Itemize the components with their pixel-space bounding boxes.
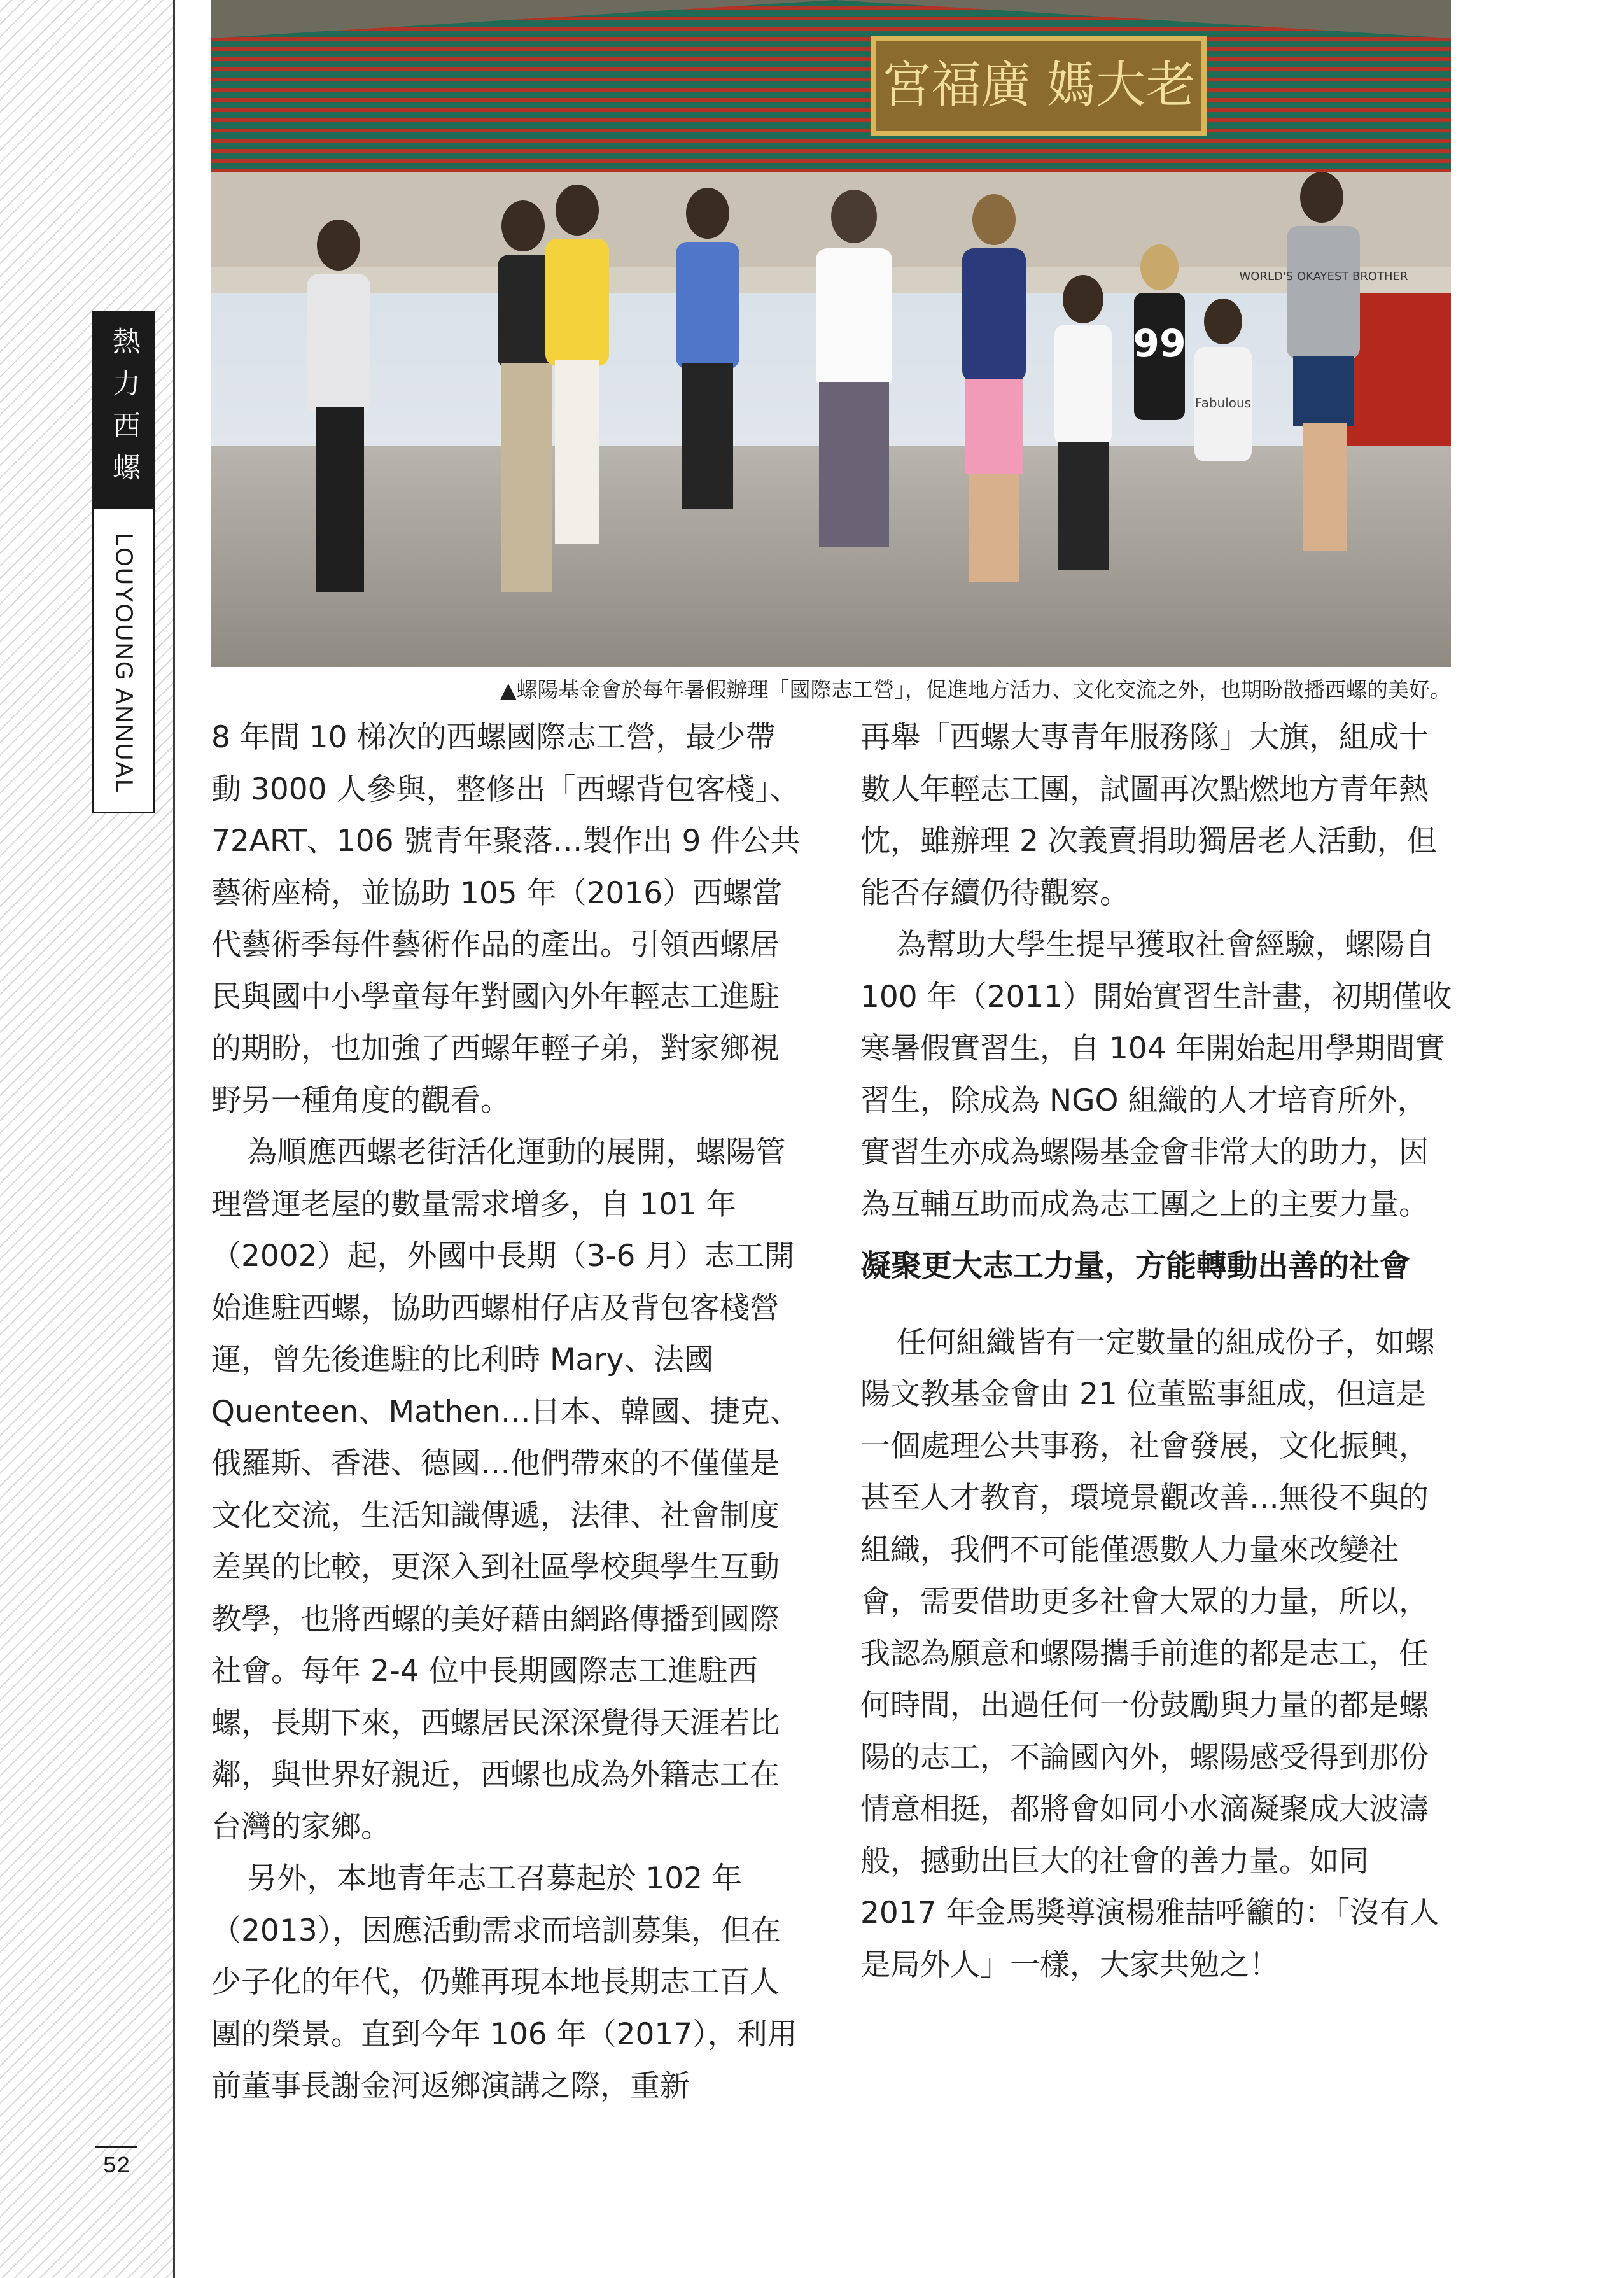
shirt-print-brother: WORLD'S OKAYEST BROTHER [1239, 270, 1408, 283]
volunteer-group-photo [211, 0, 1451, 667]
magazine-name-block [94, 509, 153, 812]
paragraph: 任何組織皆有一定數量的組成份子，如螺陽文教基金會由 21 位董監事組成，但這是一個處理公共事務，社會發展，文化振興，甚至人才教育，環境景觀改善…無役不與的組織，我們不可能僅憑數人力量來改變社會，需要借助更多社會大眾的力量，所以，我認為願意和螺陽攜手前進的都是志工，任何時間，出過任何一份鼓勵與力量的都是螺陽的志工，不論國內外，螺陽感受得到那份情意相挺，都將會如同小水滴凝聚成大波濤般，撼動出巨大的社會的善力量。如同 2017 年金馬獎導演楊雅喆呼籲的：「沒有人是局外人」一樣，大家共勉之！ [860, 1325, 1440, 1983]
temple-sign: 宮福廣 媽大老 [881, 57, 1196, 114]
section-title-block [94, 313, 153, 509]
section-heading: 凝聚更大志工力量，方能轉動出善的社會 [860, 1248, 1411, 1284]
paragraph: 8 年間 10 梯次的西螺國際志工營，最少帶動 3000 人參與，整修出「西螺背包客棧」、72ART、106 號青年聚落…製作出 9 件公共藝術座椅，並協助 105 年（2016）西螺當代藝術季每件藝術作品的產出。引領西螺居民與國中小學童每年對國內外年輕志工進駐的期盼，也加強了西螺年輕子弟，對家鄉視野另一種角度的觀看。 [211, 720, 801, 1118]
margin-divider [173, 0, 175, 2278]
paragraph: 另外，本地青年志工召募起於 102 年（2013），因應活動需求而培訓募集，但在少子化的年代，仍難再現本地長期志工百人團的榮景。直到今年 106 年（2017），利用前董事長謝金河返鄉演講之際，重新 [211, 1861, 797, 2104]
section-title: 熱力西螺 [108, 327, 140, 495]
shirt-print-fabulous: Fabulous [1194, 395, 1252, 411]
paragraph: 為順應西螺老街活化運動的展開，螺陽管理營運老屋的數量需求增多，自 101 年（2002）起，外國中長期（3-6 月）志工開始進駐西螺，協助西螺柑仔店及背包客棧營運，曾先後進駐的比利時 Mary、法國 Quenteen、Mathen…日本、韓國、捷克、俄羅斯、香港、德國…他們帶來的不僅僅是文化交流，生活知識傳遞，法律、社會制度差異的比較，更深入到社區學校與學生互動教學，也將西螺的美好藉由網路傳播到國際社會。每年 2-4 位中長期國際志工進駐西螺，長期下來，西螺居民深深覺得天涯若比鄰，與世界好親近，西螺也成為外籍志工在台灣的家鄉。 [211, 1135, 800, 1845]
page-number: 52 [95, 2146, 137, 2179]
paragraph: 為幫助大學生提早獲取社會經驗，螺陽自 100 年（2011）開始實習生計畫，初期僅收寒暑假實習生，自 104 年開始起用學期間實習生，除成為 NGO 組織的人才培育所外，實習生亦成為螺陽基金會非常大的助力，因為互輔互助而成為志工團之上的主要力量。 [860, 927, 1452, 1222]
magazine-name: LOUYOUNG ANNUAL [110, 533, 137, 794]
left-text-column [211, 712, 803, 2113]
jersey-number: 99 [1133, 321, 1186, 366]
section-spine-tab [92, 311, 155, 813]
photo-caption: ▲螺陽基金會於每年暑假辦理「國際志工營」，促進地方活力、文化交流之外，也期盼散播西螺的美好。 [500, 677, 1451, 702]
paragraph: 再舉「西螺大專青年服務隊」大旗，組成十數人年輕志工團，試圖再次點燃地方青年熱忱，雖辦理 2 次義賣捐助獨居老人活動，但能否存續仍待觀察。 [860, 720, 1437, 911]
right-text-column [860, 712, 1452, 1991]
